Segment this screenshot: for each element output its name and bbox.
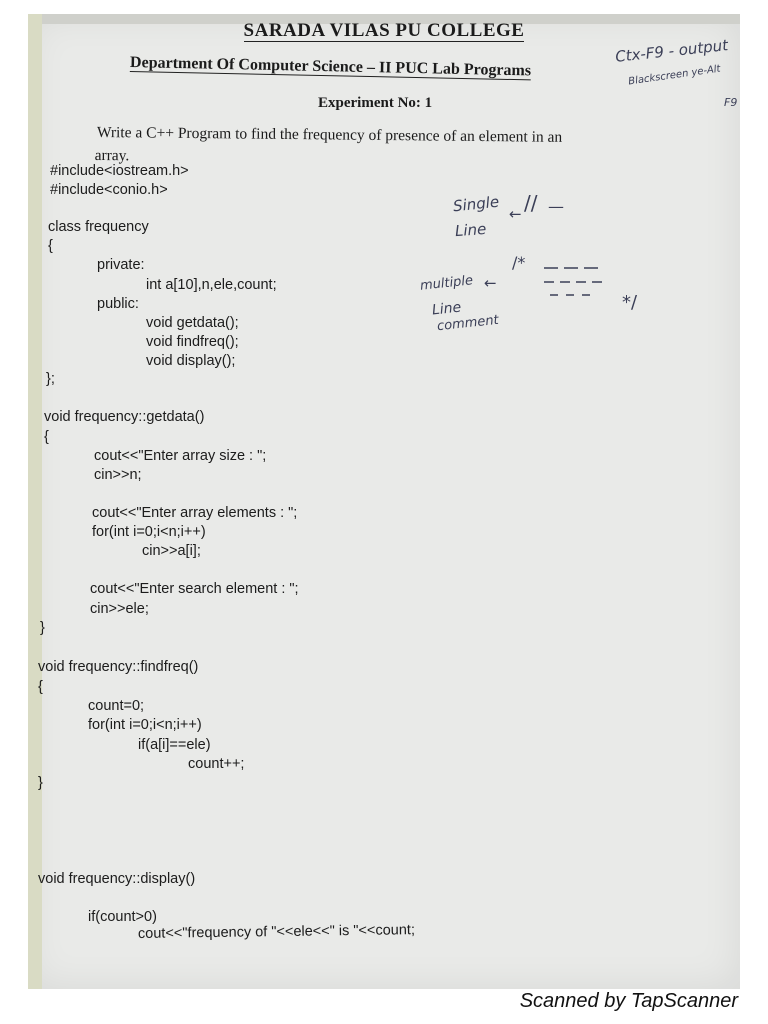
code-line: void frequency::getdata() [44, 409, 205, 425]
code-line: { [48, 238, 53, 254]
code-line: for(int i=0;i<n;i++) [92, 524, 206, 540]
code-line: cout<<"Enter array size : "; [94, 448, 267, 464]
question-text: Write a C++ Program to find the frequency of presence of an element in an array. [94, 123, 563, 165]
code-line: void getdata(); [146, 315, 239, 331]
code-line: #include<conio.h> [50, 182, 168, 198]
handwritten-note: F9 [724, 96, 738, 109]
code-line: #include<iostream.h> [50, 163, 189, 179]
code-line: cin>>n; [94, 467, 142, 483]
code-line: cout<<"frequency of "<<ele<<" is "<<count; [137, 922, 416, 942]
dash-mark-icon: — [548, 197, 564, 216]
scanner-watermark: Scanned by TapScanner [519, 990, 738, 1012]
handwritten-note: */ [622, 292, 638, 313]
code-line: void display(); [146, 353, 236, 369]
code-line: count=0; [88, 698, 145, 714]
handwritten-note: Ctx-F9 - output [614, 36, 729, 66]
code-line: if(count>0) [88, 909, 157, 925]
code-line: count++; [188, 756, 245, 772]
handwritten-note: comment [436, 312, 500, 335]
code-line: private: [97, 257, 145, 273]
code-line: void findfreq(); [146, 334, 239, 350]
code-line: int a[10],n,ele,count; [146, 277, 277, 293]
code-line: { [44, 429, 49, 445]
code-line: void frequency::display() [38, 871, 196, 887]
department-heading: Department Of Computer Science – II PUC Lab Programs [129, 54, 532, 80]
code-line: { [38, 679, 43, 695]
arrow-icon: ← [484, 274, 497, 292]
handwritten-note: multiple [419, 273, 474, 294]
arrow-icon: ← [509, 205, 522, 223]
code-line: cin>>ele; [90, 601, 149, 617]
handwritten-note: // [524, 191, 538, 215]
code-line: } [40, 620, 45, 636]
code-line: cin>>a[i]; [142, 543, 201, 559]
code-line: cout<<"Enter search element : "; [90, 581, 299, 597]
handwritten-note: /* [512, 253, 526, 272]
code-line: public: [97, 296, 139, 312]
code-line: void frequency::findfreq() [38, 659, 199, 675]
handwritten-note: Blackscreen ye-Alt [627, 63, 722, 88]
college-title: SARADA VILAS PU COLLEGE [243, 20, 525, 41]
handwritten-dashes-icon [540, 262, 620, 302]
code-line: cout<<"Enter array elements : "; [92, 505, 298, 521]
code-line: }; [46, 371, 55, 387]
handwritten-note: Line [454, 219, 487, 241]
code-line: } [38, 775, 43, 791]
handwritten-note: Line [431, 299, 462, 319]
code-line: for(int i=0;i<n;i++) [88, 717, 202, 733]
experiment-number: Experiment No: 1 [318, 95, 433, 111]
handwritten-note: Single [452, 192, 500, 216]
paper-left-edge [28, 14, 42, 989]
code-line: if(a[i]==ele) [138, 737, 211, 753]
code-line: class frequency [48, 219, 149, 235]
